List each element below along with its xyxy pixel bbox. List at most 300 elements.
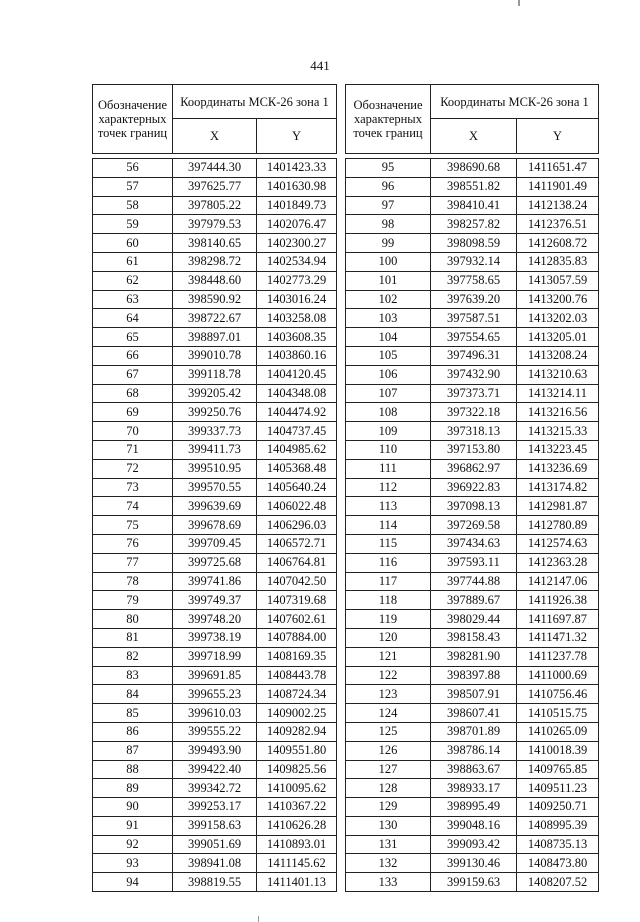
table-row (346, 384, 599, 403)
x-coordinate-cell: 397269.58 (431, 516, 517, 535)
y-coordinate-cell: 1410515.75 (517, 704, 599, 723)
y-coordinate-cell: 1403608.35 (257, 328, 337, 347)
table-row (346, 647, 599, 666)
table-row (93, 459, 337, 478)
point-number-cell: 66 (93, 346, 173, 365)
table-row (346, 328, 599, 347)
point-number-cell: 130 (346, 816, 431, 835)
table-row (346, 459, 599, 478)
table-row (93, 666, 337, 685)
table-row (93, 365, 337, 384)
table-row (346, 403, 599, 422)
x-coordinate-cell: 398098.59 (431, 234, 517, 253)
y-coordinate-cell: 1404474.92 (257, 403, 337, 422)
x-coordinate-cell: 399725.68 (173, 553, 257, 572)
point-number-cell: 102 (346, 290, 431, 309)
point-number-cell: 128 (346, 779, 431, 798)
x-coordinate-cell: 398281.90 (431, 647, 517, 666)
table-row (93, 647, 337, 666)
x-coordinate-cell: 398786.14 (431, 741, 517, 760)
point-number-cell: 92 (93, 835, 173, 854)
point-number-cell: 60 (93, 234, 173, 253)
point-number-cell: 95 (346, 159, 431, 178)
x-coordinate-cell: 399048.16 (431, 816, 517, 835)
point-number-cell: 93 (93, 854, 173, 873)
point-number-cell: 86 (93, 722, 173, 741)
y-coordinate-cell: 1410095.62 (257, 779, 337, 798)
y-coordinate-cell: 1412138.24 (517, 196, 599, 215)
point-number-cell: 132 (346, 854, 431, 873)
y-coordinate-cell: 1411651.47 (517, 159, 599, 178)
table-row (346, 534, 599, 553)
x-coordinate-cell: 399610.03 (173, 704, 257, 723)
x-coordinate-cell: 397979.53 (173, 215, 257, 234)
x-coordinate-cell: 397639.20 (431, 290, 517, 309)
point-number-cell: 121 (346, 647, 431, 666)
point-number-cell: 59 (93, 215, 173, 234)
point-number-cell: 68 (93, 384, 173, 403)
point-number-cell: 110 (346, 440, 431, 459)
point-number-cell: 56 (93, 159, 173, 178)
point-number-cell: 133 (346, 873, 431, 892)
y-coordinate-cell: 1413174.82 (517, 478, 599, 497)
point-number-cell: 119 (346, 610, 431, 629)
y-coordinate-cell: 1406572.71 (257, 534, 337, 553)
x-coordinate-cell: 399691.85 (173, 666, 257, 685)
x-coordinate-cell: 397434.63 (431, 534, 517, 553)
y-coordinate-cell: 1406022.48 (257, 497, 337, 516)
table-row (93, 722, 337, 741)
y-column-header: Y (257, 119, 337, 154)
x-column-header: X (431, 119, 517, 154)
table-row (93, 835, 337, 854)
y-column-header: Y (517, 119, 599, 154)
x-coordinate-cell: 397593.11 (431, 553, 517, 572)
x-coordinate-cell: 399250.76 (173, 403, 257, 422)
table-row (346, 478, 599, 497)
table-row (346, 553, 599, 572)
y-coordinate-cell: 1412981.87 (517, 497, 599, 516)
y-coordinate-cell: 1411697.87 (517, 610, 599, 629)
point-number-cell: 72 (93, 459, 173, 478)
table-row (346, 365, 599, 384)
x-coordinate-cell: 398995.49 (431, 798, 517, 817)
table-row (93, 440, 337, 459)
x-coordinate-cell: 399093.42 (431, 835, 517, 854)
table-row (93, 422, 337, 441)
y-coordinate-cell: 1408724.34 (257, 685, 337, 704)
x-coordinate-cell: 399749.37 (173, 591, 257, 610)
y-coordinate-cell: 1406296.03 (257, 516, 337, 535)
table-row (93, 779, 337, 798)
y-coordinate-cell: 1410756.46 (517, 685, 599, 704)
table-row (93, 572, 337, 591)
x-coordinate-cell: 398397.88 (431, 666, 517, 685)
y-coordinate-cell: 1413236.69 (517, 459, 599, 478)
designation-header: Обозначение характерных точек границ (93, 85, 173, 154)
point-number-cell: 107 (346, 384, 431, 403)
x-coordinate-cell: 398158.43 (431, 628, 517, 647)
x-coordinate-cell: 399205.42 (173, 384, 257, 403)
x-coordinate-cell: 398819.55 (173, 873, 257, 892)
point-number-cell: 57 (93, 177, 173, 196)
table-row (346, 666, 599, 685)
y-coordinate-cell: 1410265.09 (517, 722, 599, 741)
y-coordinate-cell: 1408443.78 (257, 666, 337, 685)
table-row (93, 403, 337, 422)
x-coordinate-cell: 398690.68 (431, 159, 517, 178)
table-row (93, 497, 337, 516)
y-coordinate-cell: 1409250.71 (517, 798, 599, 817)
x-coordinate-cell: 397554.65 (431, 328, 517, 347)
table-row (93, 215, 337, 234)
x-coordinate-cell: 398257.82 (431, 215, 517, 234)
y-coordinate-cell: 1408473.80 (517, 854, 599, 873)
table-row (346, 873, 599, 892)
y-coordinate-cell: 1412363.28 (517, 553, 599, 572)
table-row (346, 196, 599, 215)
y-coordinate-cell: 1408735.13 (517, 835, 599, 854)
table-row (346, 835, 599, 854)
point-number-cell: 127 (346, 760, 431, 779)
table-row (93, 159, 337, 178)
y-coordinate-cell: 1413216.56 (517, 403, 599, 422)
x-coordinate-cell: 399741.86 (173, 572, 257, 591)
x-coordinate-cell: 399718.99 (173, 647, 257, 666)
scan-edge-mark (258, 916, 259, 922)
point-number-cell: 90 (93, 798, 173, 817)
table-row (93, 234, 337, 253)
x-coordinate-cell: 399342.72 (173, 779, 257, 798)
x-coordinate-cell: 399158.63 (173, 816, 257, 835)
x-coordinate-cell: 396862.97 (431, 459, 517, 478)
point-number-cell: 62 (93, 271, 173, 290)
coords-header: Координаты МСК-26 зона 1 (431, 85, 599, 119)
point-number-cell: 118 (346, 591, 431, 610)
x-coordinate-cell: 397153.80 (431, 440, 517, 459)
y-coordinate-cell: 1409825.56 (257, 760, 337, 779)
point-number-cell: 97 (346, 196, 431, 215)
point-number-cell: 109 (346, 422, 431, 441)
point-number-cell: 123 (346, 685, 431, 704)
point-number-cell: 115 (346, 534, 431, 553)
table-row (93, 516, 337, 535)
table-row (346, 177, 599, 196)
point-number-cell: 129 (346, 798, 431, 817)
y-coordinate-cell: 1413214.11 (517, 384, 599, 403)
table-row (346, 309, 599, 328)
point-number-cell: 112 (346, 478, 431, 497)
table-row (346, 159, 599, 178)
x-coordinate-cell: 397098.13 (431, 497, 517, 516)
table-row (93, 610, 337, 629)
point-number-cell: 94 (93, 873, 173, 892)
y-coordinate-cell: 1412574.63 (517, 534, 599, 553)
table-row (346, 610, 599, 629)
table-row (93, 628, 337, 647)
table-row (93, 760, 337, 779)
y-coordinate-cell: 1405640.24 (257, 478, 337, 497)
x-coordinate-cell: 399655.23 (173, 685, 257, 704)
x-coordinate-cell: 398863.67 (431, 760, 517, 779)
table-row (346, 628, 599, 647)
x-coordinate-cell: 397805.22 (173, 196, 257, 215)
point-number-cell: 120 (346, 628, 431, 647)
x-coordinate-cell: 397758.65 (431, 271, 517, 290)
y-coordinate-cell: 1401849.73 (257, 196, 337, 215)
x-coordinate-cell: 398410.41 (431, 196, 517, 215)
y-coordinate-cell: 1413057.59 (517, 271, 599, 290)
x-coordinate-cell: 398701.89 (431, 722, 517, 741)
x-coordinate-cell: 398941.08 (173, 854, 257, 873)
point-number-cell: 100 (346, 252, 431, 271)
y-coordinate-cell: 1411401.13 (257, 873, 337, 892)
table-row (346, 591, 599, 610)
table-row (93, 271, 337, 290)
x-coordinate-cell: 399639.69 (173, 497, 257, 516)
point-number-cell: 106 (346, 365, 431, 384)
table-row (93, 704, 337, 723)
point-number-cell: 85 (93, 704, 173, 723)
table-row (346, 252, 599, 271)
x-coordinate-cell: 399411.73 (173, 440, 257, 459)
x-column-header: X (173, 119, 257, 154)
table-row (93, 741, 337, 760)
y-coordinate-cell: 1409551.80 (257, 741, 337, 760)
point-number-cell: 67 (93, 365, 173, 384)
x-coordinate-cell: 399748.20 (173, 610, 257, 629)
x-coordinate-cell: 399010.78 (173, 346, 257, 365)
point-number-cell: 73 (93, 478, 173, 497)
table-row (346, 722, 599, 741)
y-coordinate-cell: 1409282.94 (257, 722, 337, 741)
y-coordinate-cell: 1408207.52 (517, 873, 599, 892)
x-coordinate-cell: 399678.69 (173, 516, 257, 535)
point-number-cell: 74 (93, 497, 173, 516)
x-coordinate-cell: 398722.67 (173, 309, 257, 328)
y-coordinate-cell: 1406764.81 (257, 553, 337, 572)
table-row (93, 177, 337, 196)
designation-header: Обозначение характерных точек границ (346, 85, 431, 154)
y-coordinate-cell: 1411926.38 (517, 591, 599, 610)
x-coordinate-cell: 397587.51 (431, 309, 517, 328)
x-coordinate-cell: 397432.90 (431, 365, 517, 384)
y-coordinate-cell: 1412376.51 (517, 215, 599, 234)
y-coordinate-cell: 1403016.24 (257, 290, 337, 309)
table-row (346, 422, 599, 441)
table-row (346, 497, 599, 516)
y-coordinate-cell: 1401630.98 (257, 177, 337, 196)
table-row (93, 196, 337, 215)
y-coordinate-cell: 1401423.33 (257, 159, 337, 178)
point-number-cell: 71 (93, 440, 173, 459)
point-number-cell: 83 (93, 666, 173, 685)
page-number: 441 (310, 58, 330, 73)
point-number-cell: 116 (346, 553, 431, 572)
table-row (93, 591, 337, 610)
table-row (93, 854, 337, 873)
y-coordinate-cell: 1404985.62 (257, 440, 337, 459)
point-number-cell: 81 (93, 628, 173, 647)
table-row (346, 760, 599, 779)
point-number-cell: 75 (93, 516, 173, 535)
y-coordinate-cell: 1411471.32 (517, 628, 599, 647)
x-coordinate-cell: 398507.91 (431, 685, 517, 704)
x-coordinate-cell: 397932.14 (431, 252, 517, 271)
x-coordinate-cell: 398140.65 (173, 234, 257, 253)
point-number-cell: 96 (346, 177, 431, 196)
point-number-cell: 89 (93, 779, 173, 798)
x-coordinate-cell: 399051.69 (173, 835, 257, 854)
scan-edge-mark (518, 0, 520, 6)
table-row (346, 346, 599, 365)
point-number-cell: 101 (346, 271, 431, 290)
y-coordinate-cell: 1411000.69 (517, 666, 599, 685)
point-number-cell: 70 (93, 422, 173, 441)
point-number-cell: 84 (93, 685, 173, 704)
y-coordinate-cell: 1402534.94 (257, 252, 337, 271)
x-coordinate-cell: 397889.67 (431, 591, 517, 610)
point-number-cell: 104 (346, 328, 431, 347)
x-coordinate-cell: 397444.30 (173, 159, 257, 178)
y-coordinate-cell: 1403860.16 (257, 346, 337, 365)
point-number-cell: 88 (93, 760, 173, 779)
point-number-cell: 76 (93, 534, 173, 553)
y-coordinate-cell: 1410626.28 (257, 816, 337, 835)
y-coordinate-cell: 1409765.85 (517, 760, 599, 779)
y-coordinate-cell: 1407042.50 (257, 572, 337, 591)
coords-header: Координаты МСК-26 зона 1 (173, 85, 337, 119)
y-coordinate-cell: 1413215.33 (517, 422, 599, 441)
y-coordinate-cell: 1412608.72 (517, 234, 599, 253)
x-coordinate-cell: 399570.55 (173, 478, 257, 497)
table-row (93, 384, 337, 403)
x-coordinate-cell: 398897.01 (173, 328, 257, 347)
point-number-cell: 111 (346, 459, 431, 478)
table-body-left (93, 159, 337, 892)
x-coordinate-cell: 399510.95 (173, 459, 257, 478)
point-number-cell: 82 (93, 647, 173, 666)
table-row (93, 252, 337, 271)
coordinates-table-left (92, 84, 337, 892)
table-row (346, 854, 599, 873)
x-coordinate-cell: 398607.41 (431, 704, 517, 723)
x-coordinate-cell: 399159.63 (431, 873, 517, 892)
y-coordinate-cell: 1413208.24 (517, 346, 599, 365)
point-number-cell: 105 (346, 346, 431, 365)
x-coordinate-cell: 397318.13 (431, 422, 517, 441)
x-coordinate-cell: 398590.92 (173, 290, 257, 309)
point-number-cell: 91 (93, 816, 173, 835)
y-coordinate-cell: 1405368.48 (257, 459, 337, 478)
table-row (93, 816, 337, 835)
point-number-cell: 114 (346, 516, 431, 535)
y-coordinate-cell: 1413202.03 (517, 309, 599, 328)
point-number-cell: 124 (346, 704, 431, 723)
table-row (93, 328, 337, 347)
table-row (93, 290, 337, 309)
table-row (346, 234, 599, 253)
table-row (346, 572, 599, 591)
x-coordinate-cell: 398298.72 (173, 252, 257, 271)
point-number-cell: 131 (346, 835, 431, 854)
point-number-cell: 77 (93, 553, 173, 572)
x-coordinate-cell: 398029.44 (431, 610, 517, 629)
y-coordinate-cell: 1412147.06 (517, 572, 599, 591)
table-row (346, 440, 599, 459)
point-number-cell: 63 (93, 290, 173, 309)
point-number-cell: 122 (346, 666, 431, 685)
x-coordinate-cell: 398933.17 (431, 779, 517, 798)
table-row (93, 553, 337, 572)
x-coordinate-cell: 399555.22 (173, 722, 257, 741)
y-coordinate-cell: 1407884.00 (257, 628, 337, 647)
table-body-right (346, 159, 599, 892)
y-coordinate-cell: 1404737.45 (257, 422, 337, 441)
point-number-cell: 79 (93, 591, 173, 610)
x-coordinate-cell: 399130.46 (431, 854, 517, 873)
x-coordinate-cell: 397625.77 (173, 177, 257, 196)
y-coordinate-cell: 1410893.01 (257, 835, 337, 854)
y-coordinate-cell: 1413210.63 (517, 365, 599, 384)
table-row (346, 779, 599, 798)
table-row (93, 309, 337, 328)
table-row (346, 290, 599, 309)
point-number-cell: 98 (346, 215, 431, 234)
point-number-cell: 125 (346, 722, 431, 741)
x-coordinate-cell: 399253.17 (173, 798, 257, 817)
point-number-cell: 58 (93, 196, 173, 215)
y-coordinate-cell: 1411237.78 (517, 647, 599, 666)
point-number-cell: 99 (346, 234, 431, 253)
x-coordinate-cell: 397744.88 (431, 572, 517, 591)
y-coordinate-cell: 1409511.23 (517, 779, 599, 798)
point-number-cell: 113 (346, 497, 431, 516)
x-coordinate-cell: 397322.18 (431, 403, 517, 422)
y-coordinate-cell: 1413223.45 (517, 440, 599, 459)
point-number-cell: 103 (346, 309, 431, 328)
table-row (93, 478, 337, 497)
y-coordinate-cell: 1413205.01 (517, 328, 599, 347)
x-coordinate-cell: 398551.82 (431, 177, 517, 196)
table-row (93, 346, 337, 365)
point-number-cell: 78 (93, 572, 173, 591)
x-coordinate-cell: 399738.19 (173, 628, 257, 647)
x-coordinate-cell: 397496.31 (431, 346, 517, 365)
x-coordinate-cell: 398448.60 (173, 271, 257, 290)
x-coordinate-cell: 399337.73 (173, 422, 257, 441)
y-coordinate-cell: 1407319.68 (257, 591, 337, 610)
y-coordinate-cell: 1404120.45 (257, 365, 337, 384)
table-row (93, 798, 337, 817)
point-number-cell: 108 (346, 403, 431, 422)
table-row (93, 534, 337, 553)
y-coordinate-cell: 1408995.39 (517, 816, 599, 835)
y-coordinate-cell: 1410367.22 (257, 798, 337, 817)
table-row (346, 516, 599, 535)
point-number-cell: 65 (93, 328, 173, 347)
point-number-cell: 126 (346, 741, 431, 760)
y-coordinate-cell: 1412780.89 (517, 516, 599, 535)
point-number-cell: 87 (93, 741, 173, 760)
point-number-cell: 117 (346, 572, 431, 591)
x-coordinate-cell: 397373.71 (431, 384, 517, 403)
table-row (346, 271, 599, 290)
y-coordinate-cell: 1403258.08 (257, 309, 337, 328)
x-coordinate-cell: 399422.40 (173, 760, 257, 779)
point-number-cell: 69 (93, 403, 173, 422)
y-coordinate-cell: 1413200.76 (517, 290, 599, 309)
